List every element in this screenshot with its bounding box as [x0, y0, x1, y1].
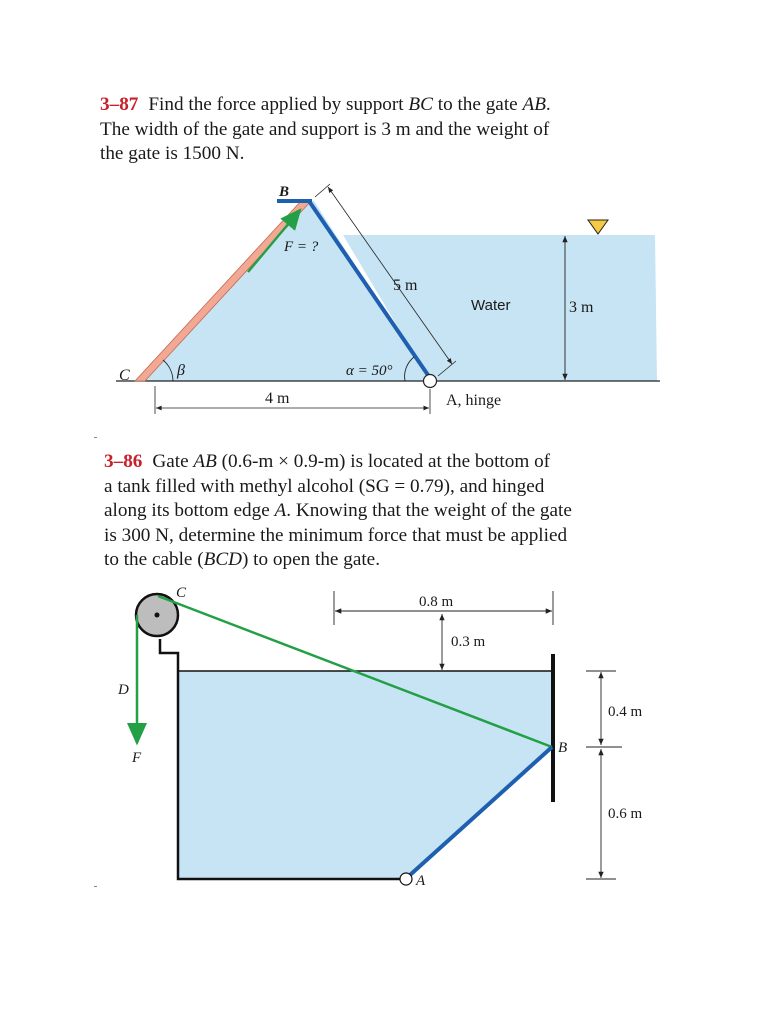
problem-line — [104, 499, 666, 524]
problem-text: . — [545, 94, 551, 115]
label-B: B — [558, 740, 568, 756]
problem-text: . Knowing that the weight of the gate — [286, 500, 572, 521]
label-top-gap: 0.3 m — [451, 634, 486, 650]
problem-text: ) to open the gate. — [242, 549, 380, 570]
label-base: 4 m — [265, 390, 290, 407]
problem-text: to the cable ( — [104, 549, 204, 570]
problem-number: 3–87 — [100, 94, 139, 115]
label-water: Water — [471, 297, 511, 314]
symbol-BCD: BCD — [203, 549, 242, 570]
problem-line: The width of the gate and support is 3 m and the weight of — [100, 118, 550, 140]
problem-line: the gate is 1500 N. — [100, 143, 245, 164]
label-upper-height: 0.4 m — [608, 704, 643, 720]
label-C: C — [119, 367, 130, 384]
symbol-AB: AB — [193, 451, 217, 472]
problem-text: (0.6-m × 0.9-m) is located at the bottom of — [216, 451, 551, 472]
hinge-A — [424, 375, 437, 388]
pulley-axle — [155, 613, 160, 618]
problem-3-87-text — [100, 93, 685, 167]
water-surface-symbol — [588, 220, 608, 234]
margin-mark — [94, 886, 97, 887]
figure-3-87 — [0, 180, 768, 420]
figure-3-86 — [0, 580, 768, 890]
symbol-A: A — [274, 500, 287, 521]
problem-text: Gate — [152, 451, 194, 472]
problem-line: a tank filled with methyl alcohol (SG = 0.79), and hinged — [104, 475, 545, 497]
symbol-BC: BC — [408, 94, 433, 115]
margin-mark — [94, 437, 97, 438]
label-B: B — [279, 184, 290, 200]
label-beta: β — [177, 362, 185, 379]
problem-line — [104, 548, 666, 573]
problem-text: along its bottom edge — [104, 500, 275, 521]
label-gate-length: 5 m — [393, 277, 418, 294]
label-force: F = ? — [284, 239, 319, 255]
label-hinge: A, hinge — [446, 392, 502, 409]
label-F: F — [132, 750, 142, 766]
alcohol-region — [178, 671, 553, 879]
problem-text: to the gate — [432, 94, 523, 115]
problem-line — [104, 450, 666, 475]
problem-text: Find the force applied by support — [148, 94, 409, 115]
gate-length-extension-top — [315, 184, 330, 197]
label-depth: 3 m — [569, 299, 594, 316]
label-lower-height: 0.6 m — [608, 806, 643, 822]
problem-line: is 300 N, determine the minimum force that must be applied — [104, 524, 568, 546]
hinge-A — [400, 873, 412, 885]
label-A: A — [416, 873, 426, 889]
label-alpha: α = 50° — [346, 363, 393, 379]
problem-3-86-text — [104, 450, 666, 573]
problem-line — [100, 93, 685, 118]
problem-number: 3–86 — [104, 451, 143, 472]
label-D: D — [118, 682, 129, 698]
label-top-width: 0.8 m — [419, 594, 454, 610]
symbol-AB: AB — [522, 94, 546, 115]
label-C: C — [176, 585, 187, 601]
